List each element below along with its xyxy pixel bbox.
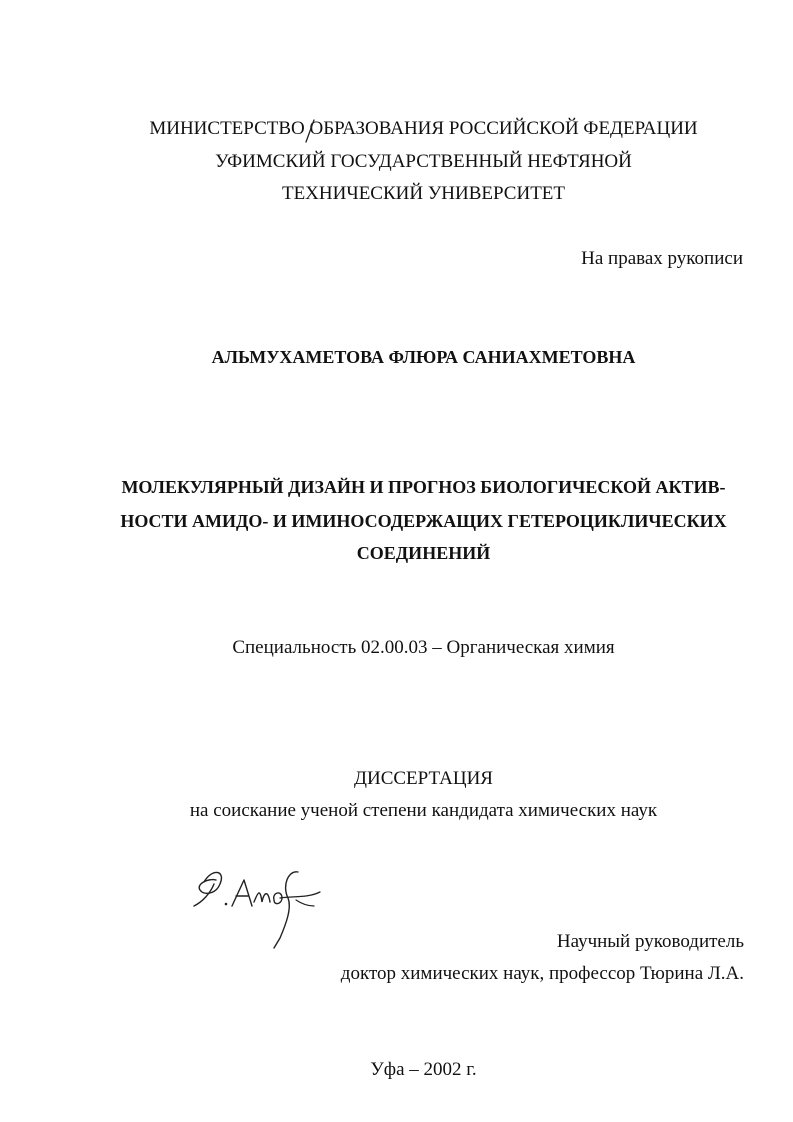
advisor-name: доктор химических наук, профессор Тюрина Л.А. xyxy=(340,963,744,984)
ministry-line-1: МИНИСТЕРСТВО ОБРАЗОВАНИЯ РОССИЙСКОЙ ФЕДЕРАЦИИ xyxy=(149,118,698,139)
handwritten-slash-mark xyxy=(300,118,320,144)
handwritten-signature xyxy=(190,862,330,950)
thesis-title-line-3: СОЕДИНЕНИЙ xyxy=(356,543,491,563)
manuscript-rights-note: На правах рукописи xyxy=(581,248,743,269)
university-line-1: УФИМСКИЙ ГОСУДАРСТВЕННЫЙ НЕФТЯНОЙ xyxy=(215,151,632,172)
dissertation-subheading: на соискание ученой степени кандидата химических наук xyxy=(189,800,658,821)
thesis-title-line-1: МОЛЕКУЛЯРНЫЙ ДИЗАЙН И ПРОГНОЗ БИОЛОГИЧЕСКОЙ АКТИВ- xyxy=(121,477,726,497)
author-name: АЛЬМУХАМЕТОВА ФЛЮРА САНИАХМЕТОВНА xyxy=(211,347,636,367)
advisor-role: Научный руководитель xyxy=(556,931,744,952)
city-and-year: Уфа – 2002 г. xyxy=(370,1059,477,1080)
thesis-title-line-2: НОСТИ АМИДО- И ИМИНОСОДЕРЖАЩИХ ГЕТЕРОЦИКЛИЧЕСКИХ xyxy=(120,511,727,531)
dissertation-heading: ДИССЕРТАЦИЯ xyxy=(354,768,493,789)
university-line-2: ТЕХНИЧЕСКИЙ УНИВЕРСИТЕТ xyxy=(281,183,566,204)
specialty-line: Специальность 02.00.03 – Органическая химия xyxy=(232,637,615,658)
